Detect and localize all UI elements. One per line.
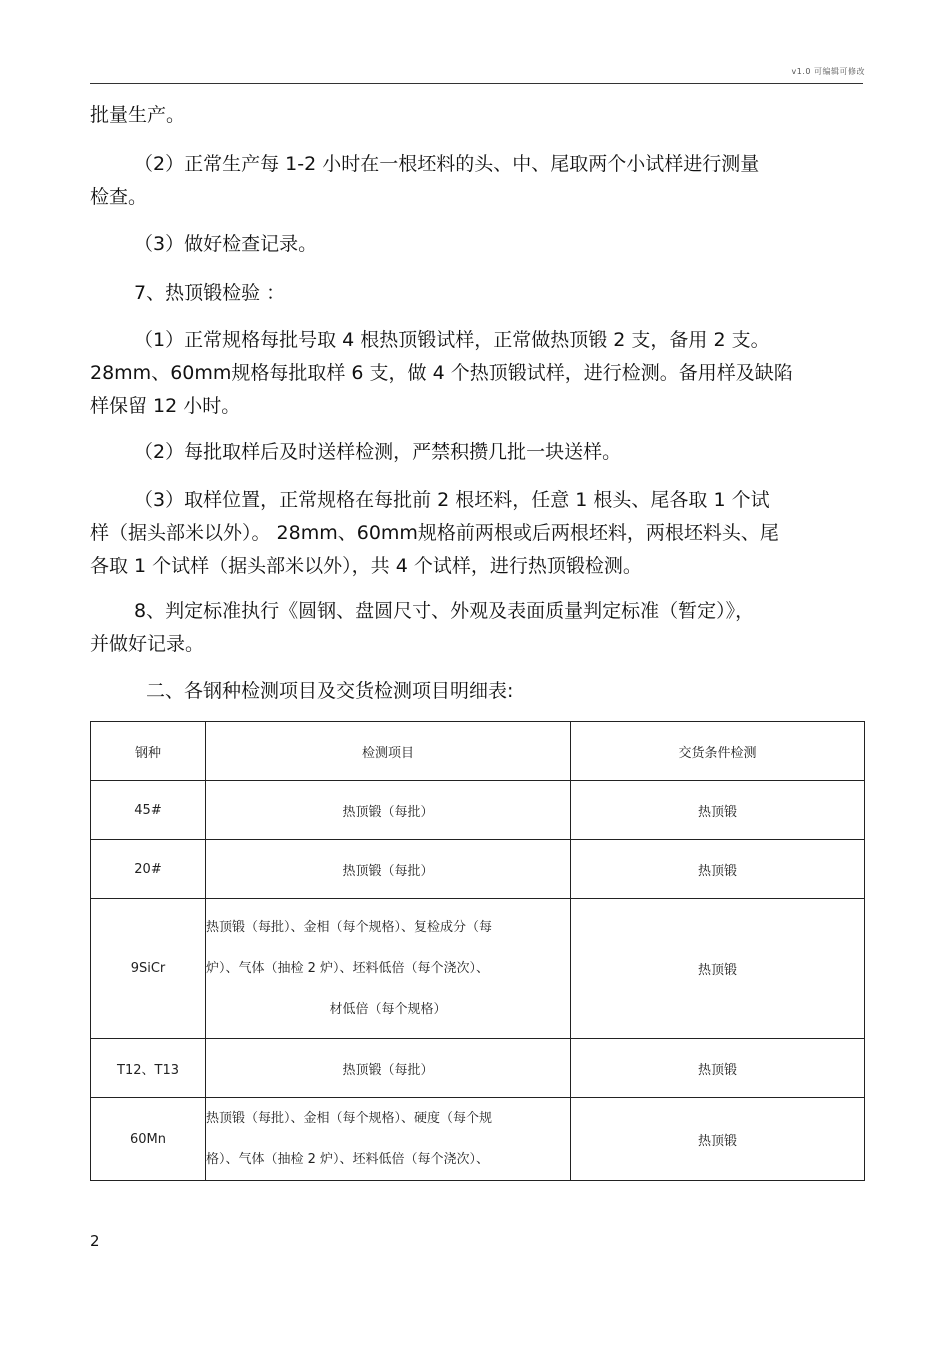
header-delivery-inspection: 交货条件检测 <box>571 722 865 781</box>
steel-grade-inspection-table <box>90 721 865 1181</box>
cell-grade: 9SiCr <box>91 899 206 1039</box>
table-row <box>91 840 865 899</box>
text-line: 28mm、60mm规格每批取样 6 支，做 4 个热顶锻试样，进行检测。备用样及缺陷 <box>90 362 793 384</box>
cell-items-line: 热顶锻（每批）、金相（每个规格）、硬度（每个规 <box>206 1111 493 1126</box>
section-heading-table <box>90 675 865 708</box>
cell-items-line: 炉）、气体（抽检 2 炉）、坯料低倍（每个浇次）、 <box>206 961 490 976</box>
cell-grade: 45# <box>91 781 206 840</box>
cell-delivery: 热顶锻 <box>571 1098 865 1181</box>
paragraph-item-2-measure <box>90 148 865 214</box>
header-steel-grade: 钢种 <box>91 722 206 781</box>
text-line: （1）正常规格每批号取 4 根热顶锻试样，正常做热顶锻 2 支，备用 2 支。 <box>134 329 770 351</box>
header-version-note: v1.0 可编辑可修改 <box>791 67 865 76</box>
text-line: （2）每批取样后及时送样检测，严禁积攒几批一块送样。 <box>134 441 622 463</box>
cell-items-line: 材低倍（每个规格） <box>329 1002 447 1017</box>
cell-items: 热顶锻（每批） <box>206 781 571 840</box>
text-line: （3）做好检查记录。 <box>134 233 318 255</box>
header-rule <box>90 83 863 84</box>
cell-items <box>206 1098 571 1181</box>
text-line: 样保留 12 小时。 <box>90 395 241 417</box>
cell-items: 热顶锻（每批） <box>206 1039 571 1098</box>
text-line: 样（据头部米以外）。 28mm、60mm规格前两根或后两根坯料，两根坯料头、尾 <box>90 522 779 544</box>
text-line: 批量生产。 <box>90 104 186 126</box>
text-line: 7、热顶锻检验 ： <box>134 282 286 304</box>
text-line: 检查。 <box>90 186 148 208</box>
paragraph-7-2 <box>90 436 865 469</box>
cell-items: 热顶锻（每批） <box>206 840 571 899</box>
cell-delivery: 热顶锻 <box>571 840 865 899</box>
cell-delivery: 热顶锻 <box>571 899 865 1039</box>
text-line: 二、各钢种检测项目及交货检测项目明细表: <box>146 680 514 702</box>
paragraph-8 <box>90 595 865 661</box>
text-line: （2）正常生产每 1-2 小时在一根坯料的头、中、尾取两个小试样进行测量 <box>134 153 760 175</box>
paragraph-7-3 <box>90 484 865 583</box>
header-inspection-items: 检测项目 <box>206 722 571 781</box>
cell-items-line: 热顶锻（每批）、金相（每个规格）、复检成分（每 <box>206 920 493 935</box>
table-row <box>91 1098 865 1181</box>
cell-delivery: 热顶锻 <box>571 1039 865 1098</box>
cell-grade: 20# <box>91 840 206 899</box>
paragraph-batch-production <box>90 99 865 132</box>
table-row <box>91 781 865 840</box>
text-line: 并做好记录。 <box>90 633 205 655</box>
page-number: 2 <box>90 1232 100 1250</box>
section-heading-7 <box>90 277 865 310</box>
text-line: 8、判定标准执行《圆钢、盘圆尺寸、外观及表面质量判定标准（暂定）》， <box>134 600 755 622</box>
cell-delivery: 热顶锻 <box>571 781 865 840</box>
table-row <box>91 1039 865 1098</box>
table-row <box>91 899 865 1039</box>
table-header-row <box>91 722 865 781</box>
text-line: （3）取样位置，正常规格在每批前 2 根坯料，任意 1 根头、尾各取 1 个试 <box>134 489 770 511</box>
paragraph-item-3-record <box>90 228 865 261</box>
cell-items-line: 格）、气体（抽检 2 炉）、坯料低倍（每个浇次）、 <box>206 1152 490 1167</box>
cell-grade: T12、T13 <box>91 1039 206 1098</box>
text-line: 各取 1 个试样（据头部米以外），共 4 个试样，进行热顶锻检测。 <box>90 555 642 577</box>
paragraph-7-1 <box>90 324 865 423</box>
cell-items <box>206 899 571 1039</box>
cell-grade: 60Mn <box>91 1098 206 1181</box>
